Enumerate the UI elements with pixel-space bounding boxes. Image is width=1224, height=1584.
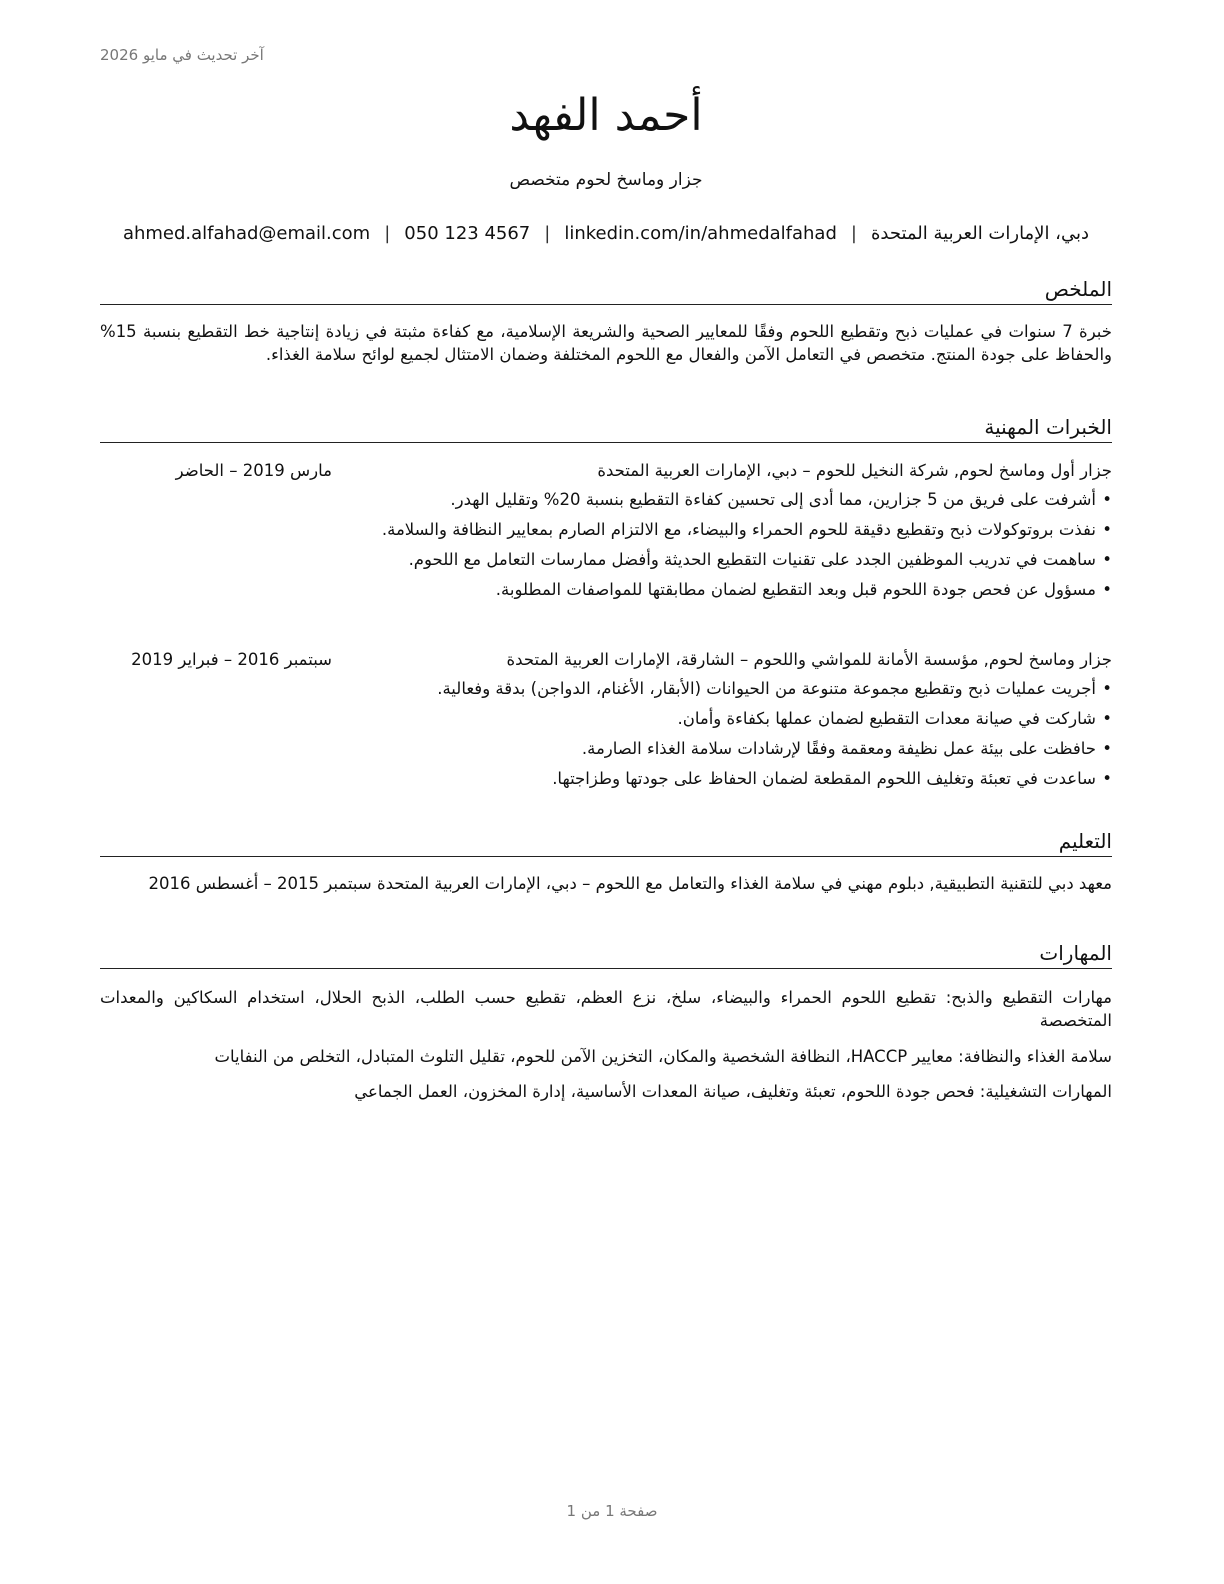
- job-role-company: جزار وماسخ لحوم, مؤسسة الأمانة للمواشي واللحوم – الشارقة، الإمارات العربية المتحدة: [506, 650, 1112, 669]
- education-entry: [100, 872, 1112, 896]
- experience-heading: الخبرات المهنية: [100, 414, 1112, 443]
- contact-separator: |: [544, 223, 551, 244]
- job-dates: مارس 2019 – الحاضر: [175, 461, 332, 480]
- job-header: [100, 649, 1112, 671]
- job-bullet: • شاركت في صيانة معدات التقطيع لضمان عملها بكفاءة وأمان.: [100, 708, 1112, 738]
- job-dates: سبتمبر 2016 – فبراير 2019: [131, 650, 332, 669]
- skill-line: مهارات التقطيع والذبح: تقطيع اللحوم الحمراء والبيضاء، سلخ، نزع العظم، تقطيع حسب الطلب، الذبح الحلال، استخدام السكاكين والمعدات المتخصصة: [100, 988, 1112, 1030]
- candidate-name: أحمد الفهد: [509, 90, 703, 141]
- candidate-title: جزار وماسخ لحوم متخصص: [509, 170, 703, 190]
- contact-email[interactable]: ahmed.alfahad@email.com: [122, 223, 371, 244]
- job-bullets: [100, 489, 1112, 609]
- contact-separator: |: [384, 223, 391, 244]
- summary-heading: الملخص: [100, 276, 1112, 305]
- skill-line: المهارات التشغيلية: فحص جودة اللحوم، تعبئة وتغليف، صيانة المعدات الأساسية، إدارة المخزون، العمل الجماعي: [354, 1082, 1112, 1101]
- summary-text: خبرة 7 سنوات في عمليات ذبح وتقطيع اللحوم وفقًا للمعايير الصحية والشريعة الإسلامية، مع كفاءة مثبتة في زيادة إنتاجية خط التقطيع بنسبة 15% والحفاظ على جودة المنتج. متخصص في التعامل الآمن والفعال مع اللحوم المختلفة وضمان الامتثال لجميع لوائح سلامة الغذاء.: [100, 322, 1112, 364]
- job-header: [100, 460, 1112, 482]
- last-updated-note: آخر تحديث في مايو 2026: [100, 46, 264, 64]
- job-bullet: • ساعدت في تعبئة وتغليف اللحوم المقطعة لضمان الحفاظ على جودتها وطزاجتها.: [100, 768, 1112, 798]
- skill-line: سلامة الغذاء والنظافة: معايير HACCP، النظافة الشخصية والمكان، التخزين الآمن للحوم، تقليل التلوث المتبادل، التخلص من النفايات: [214, 1047, 1112, 1066]
- contact-location: دبي، الإمارات العربية المتحدة: [870, 223, 1090, 244]
- job-bullet: • حافظت على بيئة عمل نظيفة ومعقمة وفقًا لإرشادات سلامة الغذاء الصارمة.: [100, 738, 1112, 768]
- contact-separator: |: [850, 223, 857, 244]
- job-bullet: • نفذت بروتوكولات ذبح وتقطيع دقيقة للحوم الحمراء والبيضاء، مع الالتزام الصارم بمعايير النظافة والسلامة.: [100, 519, 1112, 549]
- contact-phone: 050 123 4567: [404, 223, 531, 244]
- job-bullet: • أشرفت على فريق من 5 جزارين، مما أدى إلى تحسين كفاءة التقطيع بنسبة 20% وتقليل الهدر.: [100, 489, 1112, 519]
- education-dates: سبتمبر 2015 – أغسطس 2016: [148, 874, 372, 893]
- job-bullet: • أجريت عمليات ذبح وتقطيع مجموعة متنوعة من الحيوانات (الأبقار، الأغنام، الدواجن) بدقة وفعالية.: [100, 678, 1112, 708]
- job-bullet: • ساهمت في تدريب الموظفين الجدد على تقنيات التقطيع الحديثة وأفضل ممارسات التعامل مع اللحوم.: [100, 549, 1112, 579]
- job-bullets: [100, 678, 1112, 798]
- education-heading: التعليم: [100, 828, 1112, 857]
- page-number: صفحة 1 من 1: [566, 1502, 658, 1520]
- job-role-company: جزار أول وماسخ لحوم, شركة النخيل للحوم – دبي، الإمارات العربية المتحدة: [597, 461, 1112, 480]
- education-text: معهد دبي للتقنية التطبيقية, دبلوم مهني في سلامة الغذاء والتعامل مع اللحوم – دبي، الإمارات العربية المتحدة: [376, 874, 1112, 893]
- contact-linkedin[interactable]: linkedin.com/in/ahmedalfahad: [564, 223, 837, 244]
- contact-line: [100, 223, 1112, 244]
- job-bullet: • مسؤول عن فحص جودة اللحوم قبل وبعد التقطيع لضمان مطابقتها للمواصفات المطلوبة.: [100, 579, 1112, 609]
- skills-heading: المهارات: [100, 940, 1112, 969]
